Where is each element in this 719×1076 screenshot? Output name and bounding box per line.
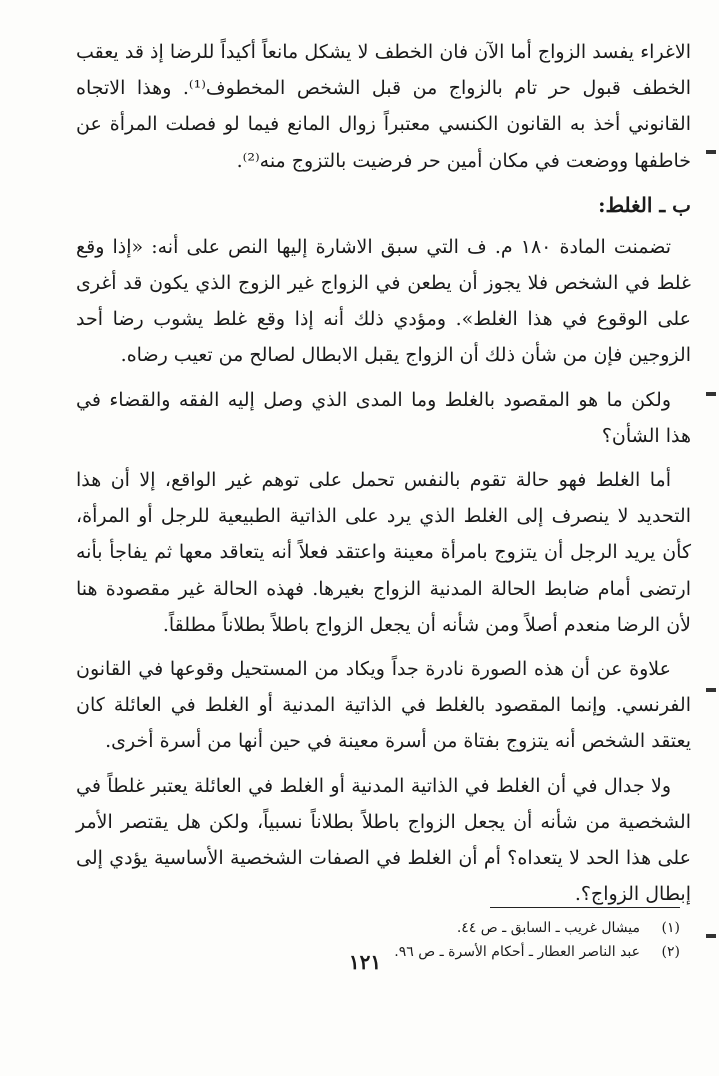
margin-mark [706, 934, 716, 938]
footnote-number: (٢) [661, 944, 680, 960]
section-heading: ب ـ الغلط: [598, 192, 691, 217]
page-number: ١٢١ [348, 950, 382, 974]
paragraph-2: تضمنت المادة ١٨٠ م. ف التي سبق الاشارة إليها النص على أنه: «إذا وقع غلط في الشخص فلا يجوز أن يطعن في الزواج غير الزوج الذي يكون قد أغرى على الوقوع في هذا الغلط». ومؤدي ذلك أنه إذا وقع غلط يشوب رضا أحد الزوجين فإن من شأن ذلك أن الزواج يقبل الابطال لصالح من تعيب رضاه. [76, 235, 691, 367]
footnote-number: (١) [661, 920, 680, 936]
footnote-divider [490, 907, 680, 908]
paragraph-5: علاوة عن أن هذه الصورة نادرة جداً ويكاد من المستحيل وقوعها في القانون الفرنسي. وإنما المقصود بالغلط في الذاتية المدنية أو الغلط في العائلة كان يعتقد الشخص أنه يتزوج بفتاة من أسرة معينة في حين أنها من أسرة أخرى. [76, 658, 691, 753]
footnote-text: ميشال غريب ـ السابق ـ ص ٤٤. [456, 920, 640, 936]
page-body [76, 34, 691, 920]
paragraph-3: ولكن ما هو المقصود بالغلط وما المدى الذي وصل إليه الفقه والقضاء في هذا الشأن؟ [76, 388, 691, 447]
margin-mark [706, 688, 716, 692]
footnote-1 [300, 916, 680, 940]
footnote-text: عبد الناصر العطار ـ أحكام الأسرة ـ ص ٩٦. [394, 944, 640, 960]
margin-mark [706, 150, 716, 154]
paragraph-1: الاغراء يفسد الزواج أما الآن فان الخطف لا يشكل مانعاً أكيداً للرضا إذ قد يعقب الخطف قبول حر تام بالزواج من قبل الشخص المخطوف⁽¹⁾. وهذا الاتجاه القانوني أخذ به القانون الكنسي معتبراً زوال المانع فيما لو فصلت المرأة عن خاطفها ووضعت في مكان أمين حر فرضيت بالتزوج منه⁽²⁾. [76, 41, 691, 172]
margin-mark [706, 392, 716, 396]
paragraph-6: ولا جدال في أن الغلط في الذاتية المدنية أو الغلط في العائلة يعتبر غلطاً في الشخصية من شأنه أن يجعل الزواج باطلاً بطلاناً نسبياً، ولكن هل يقتصر الأمر على هذا الحد لا يتعداه؟ أم أن الغلط في الصفات الشخصية الأساسية يؤدي إلى إبطال الزواج؟. [76, 774, 691, 906]
paragraph-4: أما الغلط فهو حالة تقوم بالنفس تحمل على توهم غير الواقع، إلا أن هذا التحديد لا ينصرف إلى الغلط الذي يرد على الذاتية الطبيعية للرجل أو المرأة، كأن يريد الرجل أن يتزوج بامرأة معينة واعتقد فعلاً أنه يتعاقد معها ثم يفاجأ بأنه ارتضى أمام ضابط الحالة المدنية الزواج بغيرها. فهذه الحالة غير مقصودة هنا لأن الرضا منعدم أصلاً ومن شأنه أن يجعل الزواج باطلاً بطلاناً مطلقاً. [76, 469, 691, 636]
